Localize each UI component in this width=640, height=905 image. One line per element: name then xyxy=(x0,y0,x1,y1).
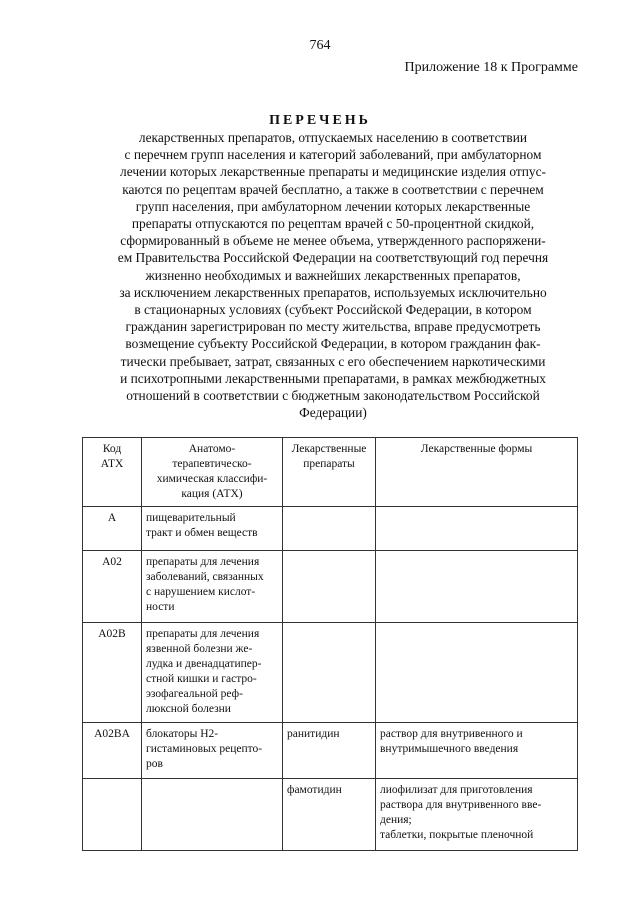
page-number: 764 xyxy=(309,38,331,53)
intro-line: тически пребывает, затрат, связанных с его обеспечением наркотическими xyxy=(120,353,546,369)
intro-line: Федерации) xyxy=(299,405,367,421)
intro-line: каются по рецептам врачей бесплатно, а также в соответствии с перечнем xyxy=(122,181,544,197)
cell-code: A02BA xyxy=(83,723,142,779)
drug-table xyxy=(82,437,578,851)
cell-classification: пищеварительный тракт и обмен веществ xyxy=(142,507,283,551)
table-header-row xyxy=(83,438,578,507)
header-classification: Анатомо- терапевтическо- химическая классифи- кация (АТХ) xyxy=(142,438,283,507)
intro-line: и психотропными лекарственными препаратами, в рамках межбюджетных xyxy=(120,370,546,386)
intro-line: гражданин зарегистрирован по месту жительства, вправе предусмотреть xyxy=(125,319,541,335)
cell-classification: препараты для лечения язвенной болезни же- лудка и двенадцатипер- стной кишки и гастро- эзофагеальной реф- люксной болезни xyxy=(142,623,283,723)
cell-drug xyxy=(283,623,376,723)
cell-classification: блокаторы Н2- гистаминовых рецепто- ров xyxy=(142,723,283,779)
intro-paragraph xyxy=(88,129,578,421)
cell-code: A02B xyxy=(83,623,142,723)
cell-forms: раствор для внутривенного и внутримышечного введения xyxy=(376,723,578,779)
intro-line: сформированный в объеме не менее объема, утвержденного распоряжени- xyxy=(120,233,546,249)
appendix-label: Приложение 18 к Программе xyxy=(404,60,578,75)
cell-classification xyxy=(142,779,283,851)
intro-line: лечении которых лекарственные препараты и медицинские изделия отпус- xyxy=(120,164,546,180)
cell-drug xyxy=(283,551,376,623)
intro-line: отношений в соответствии с бюджетным законодательством Российской xyxy=(126,388,540,404)
table-row xyxy=(83,507,578,551)
cell-code: А xyxy=(83,507,142,551)
intro-line: групп населения, при амбулаторном лечении которых лекарственные xyxy=(135,198,531,214)
cell-code xyxy=(83,779,142,851)
cell-drug: ранитидин xyxy=(283,723,376,779)
cell-code: A02 xyxy=(83,551,142,623)
table-row xyxy=(83,623,578,723)
intro-line: в стационарных условиях (субъект Российской Федерации, в котором xyxy=(134,302,532,318)
table-row xyxy=(83,779,578,851)
cell-forms xyxy=(376,551,578,623)
header-forms: Лекарственные формы xyxy=(376,438,578,507)
document-title: ПЕРЕЧЕНЬ xyxy=(269,113,371,128)
header-code: Код АТХ xyxy=(83,438,142,507)
cell-drug: фамотидин xyxy=(283,779,376,851)
intro-line: ем Правительства Российской Федерации на соответствующий год перечня xyxy=(117,250,549,266)
cell-forms: лиофилизат для приготовления раствора для внутривенного вве- дения; таблетки, покрытые пленочной xyxy=(376,779,578,851)
intro-line: возмещение субъекту Российской Федерации, в котором гражданин фак- xyxy=(125,336,541,352)
table-row xyxy=(83,723,578,779)
cell-forms xyxy=(376,507,578,551)
intro-line: препараты отпускаются по рецептам врачей с 50-процентной скидкой, xyxy=(131,216,535,232)
intro-line: лекарственных препаратов, отпускаемых населению в соответствии xyxy=(138,130,528,145)
cell-classification: препараты для лечения заболеваний, связанных с нарушением кислот- ности xyxy=(142,551,283,623)
cell-forms xyxy=(376,623,578,723)
intro-line: с перечнем групп населения и категорий заболеваний, при амбулаторном xyxy=(124,147,542,163)
cell-drug xyxy=(283,507,376,551)
header-drugs: Лекарственные препараты xyxy=(283,438,376,507)
intro-line: за исключением лекарственных препаратов, используемых исключительно xyxy=(119,284,547,300)
table-row xyxy=(83,551,578,623)
intro-line: жизненно необходимых и важнейших лекарственных препаратов, xyxy=(145,267,521,283)
